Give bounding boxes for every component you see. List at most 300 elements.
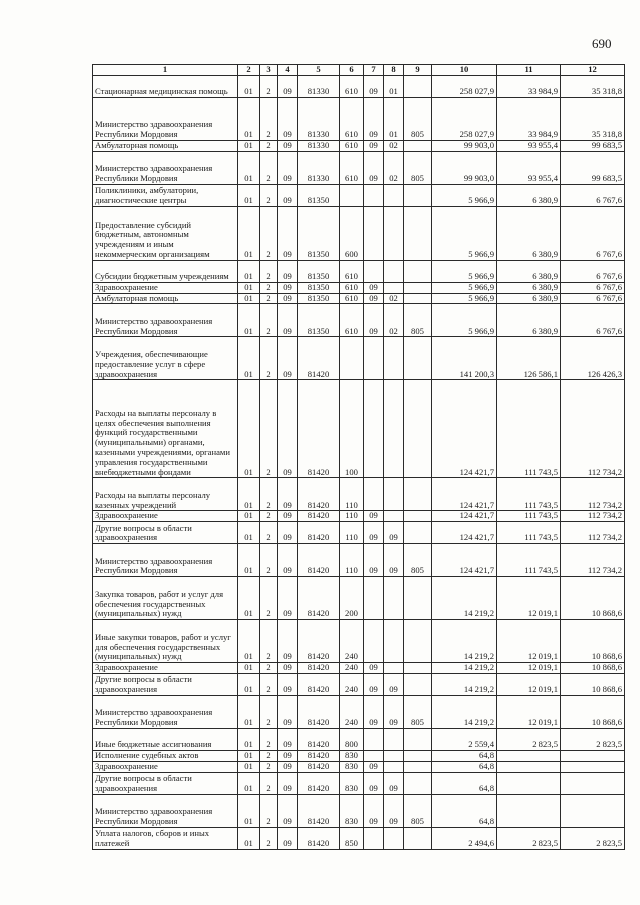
code-2-cell: 2 — [260, 522, 278, 544]
code-2-cell: 2 — [260, 260, 278, 282]
amount-col-12-cell: 6 767,6 — [561, 184, 625, 206]
code-2-cell: 2 — [260, 620, 278, 663]
target-code-cell: 81420 — [298, 544, 340, 577]
target-code-cell: 81420 — [298, 511, 340, 522]
code-1-cell: 01 — [238, 380, 260, 478]
subsection-cell: 01 — [384, 98, 404, 141]
amount-col-10-cell: 2 559,4 — [432, 728, 497, 750]
subsection-cell: 09 — [384, 794, 404, 827]
expense-type-cell: 240 — [340, 695, 364, 728]
expense-type-cell: 110 — [340, 522, 364, 544]
amount-col-11-cell: 6 380,9 — [497, 260, 561, 282]
department-cell: 805 — [404, 304, 432, 337]
code-3-cell: 09 — [278, 673, 298, 695]
code-2-cell: 2 — [260, 544, 278, 577]
section-cell: 09 — [364, 76, 384, 98]
amount-col-11-cell: 12 019,1 — [497, 695, 561, 728]
amount-col-11-cell: 93 955,4 — [497, 151, 561, 184]
amount-col-10-cell: 141 200,3 — [432, 337, 497, 380]
code-1-cell: 01 — [238, 260, 260, 282]
department-cell — [404, 511, 432, 522]
subsection-cell: 01 — [384, 76, 404, 98]
table-row — [93, 184, 625, 206]
subsection-cell: 09 — [384, 673, 404, 695]
section-cell: 09 — [364, 141, 384, 152]
amount-col-12-cell: 6 767,6 — [561, 304, 625, 337]
code-1-cell: 01 — [238, 577, 260, 620]
code-2-cell: 2 — [260, 184, 278, 206]
section-cell — [364, 260, 384, 282]
code-3-cell: 09 — [278, 304, 298, 337]
amount-col-12-cell — [561, 772, 625, 794]
target-code-cell: 81420 — [298, 695, 340, 728]
section-cell — [364, 478, 384, 511]
amount-col-10-cell: 5 966,9 — [432, 293, 497, 304]
amount-col-10-cell: 124 421,7 — [432, 511, 497, 522]
code-3-cell: 09 — [278, 141, 298, 152]
target-code-cell: 81350 — [298, 260, 340, 282]
code-2-cell: 2 — [260, 761, 278, 772]
code-2-cell: 2 — [260, 304, 278, 337]
amount-col-11-cell — [497, 761, 561, 772]
department-cell — [404, 76, 432, 98]
section-cell: 09 — [364, 794, 384, 827]
table-row — [93, 141, 625, 152]
code-2-cell: 2 — [260, 772, 278, 794]
amount-col-12-cell: 35 318,8 — [561, 76, 625, 98]
target-code-cell: 81330 — [298, 141, 340, 152]
amount-col-10-cell: 124 421,7 — [432, 544, 497, 577]
amount-col-12-cell: 2 823,5 — [561, 827, 625, 849]
amount-col-12-cell: 2 823,5 — [561, 728, 625, 750]
row-name-cell: Иные бюджетные ассигнования — [93, 728, 238, 750]
amount-col-11-cell: 12 019,1 — [497, 577, 561, 620]
table-row — [93, 380, 625, 478]
expense-type-cell: 850 — [340, 827, 364, 849]
code-1-cell: 01 — [238, 750, 260, 761]
subsection-cell — [384, 827, 404, 849]
target-code-cell: 81420 — [298, 620, 340, 663]
amount-col-11-cell: 126 586,1 — [497, 337, 561, 380]
amount-col-11-cell: 12 019,1 — [497, 673, 561, 695]
amount-col-11-cell: 33 984,9 — [497, 76, 561, 98]
amount-col-12-cell: 112 734,2 — [561, 478, 625, 511]
expense-type-cell: 200 — [340, 577, 364, 620]
expense-type-cell: 800 — [340, 728, 364, 750]
department-cell — [404, 380, 432, 478]
amount-col-11-cell: 111 743,5 — [497, 511, 561, 522]
subsection-cell: 09 — [384, 544, 404, 577]
code-1-cell: 01 — [238, 827, 260, 849]
subsection-cell: 02 — [384, 151, 404, 184]
code-1-cell: 01 — [238, 151, 260, 184]
code-1-cell: 01 — [238, 98, 260, 141]
expense-type-cell: 830 — [340, 761, 364, 772]
code-2-cell: 2 — [260, 98, 278, 141]
amount-col-12-cell: 112 734,2 — [561, 544, 625, 577]
table-row — [93, 478, 625, 511]
code-3-cell: 09 — [278, 98, 298, 141]
amount-col-11-cell: 6 380,9 — [497, 282, 561, 293]
code-1-cell: 01 — [238, 511, 260, 522]
amount-col-10-cell: 5 966,9 — [432, 304, 497, 337]
code-2-cell: 2 — [260, 663, 278, 674]
expense-type-cell: 240 — [340, 663, 364, 674]
table-row — [93, 522, 625, 544]
department-cell — [404, 761, 432, 772]
code-3-cell: 09 — [278, 478, 298, 511]
column-header: 6 — [340, 65, 364, 76]
expense-type-cell: 240 — [340, 620, 364, 663]
amount-col-10-cell: 64,8 — [432, 750, 497, 761]
row-name-cell: Расходы на выплаты персоналу в целях обеспечения выполнения функций государственными (муниципальными) органами, казенными учреждениями, органами управления государственными внебюджетными фондами — [93, 380, 238, 478]
amount-col-11-cell — [497, 794, 561, 827]
subsection-cell: 02 — [384, 141, 404, 152]
code-3-cell: 09 — [278, 151, 298, 184]
row-name-cell: Учреждения, обеспечивающие предоставление услуг в сфере здравоохранения — [93, 337, 238, 380]
expense-type-cell: 110 — [340, 511, 364, 522]
code-3-cell: 09 — [278, 577, 298, 620]
target-code-cell: 81420 — [298, 728, 340, 750]
table-row — [93, 772, 625, 794]
amount-col-12-cell: 10 868,6 — [561, 673, 625, 695]
code-2-cell: 2 — [260, 151, 278, 184]
amount-col-11-cell: 111 743,5 — [497, 544, 561, 577]
row-name-cell: Субсидии бюджетным учреждениям — [93, 260, 238, 282]
table-row — [93, 293, 625, 304]
row-name-cell: Исполнение судебных актов — [93, 750, 238, 761]
amount-col-12-cell: 6 767,6 — [561, 293, 625, 304]
target-code-cell: 81420 — [298, 761, 340, 772]
code-2-cell: 2 — [260, 337, 278, 380]
amount-col-12-cell: 126 426,3 — [561, 337, 625, 380]
target-code-cell: 81420 — [298, 380, 340, 478]
amount-col-11-cell: 2 823,5 — [497, 728, 561, 750]
target-code-cell: 81420 — [298, 750, 340, 761]
amount-col-12-cell: 10 868,6 — [561, 663, 625, 674]
expense-type-cell: 610 — [340, 260, 364, 282]
row-name-cell: Здравоохранение — [93, 761, 238, 772]
code-3-cell: 09 — [278, 380, 298, 478]
amount-col-11-cell: 111 743,5 — [497, 522, 561, 544]
target-code-cell: 81350 — [298, 304, 340, 337]
subsection-cell — [384, 663, 404, 674]
code-1-cell: 01 — [238, 293, 260, 304]
expense-type-cell: 610 — [340, 282, 364, 293]
subsection-cell — [384, 750, 404, 761]
code-1-cell: 01 — [238, 141, 260, 152]
amount-col-11-cell — [497, 750, 561, 761]
department-cell: 805 — [404, 151, 432, 184]
code-3-cell: 09 — [278, 260, 298, 282]
amount-col-11-cell: 12 019,1 — [497, 663, 561, 674]
table-row — [93, 260, 625, 282]
row-name-cell: Другие вопросы в области здравоохранения — [93, 772, 238, 794]
section-cell: 09 — [364, 761, 384, 772]
row-name-cell: Министерство здравоохранения Республики Мордовия — [93, 695, 238, 728]
department-cell — [404, 827, 432, 849]
row-name-cell: Расходы на выплаты персоналу казенных учреждений — [93, 478, 238, 511]
column-header: 1 — [93, 65, 238, 76]
amount-col-10-cell: 124 421,7 — [432, 522, 497, 544]
amount-col-10-cell: 124 421,7 — [432, 380, 497, 478]
subsection-cell — [384, 206, 404, 260]
department-cell — [404, 260, 432, 282]
column-header: 4 — [278, 65, 298, 76]
row-name-cell: Иные закупки товаров, работ и услуг для обеспечения государственных (муниципальных) нужд — [93, 620, 238, 663]
code-1-cell: 01 — [238, 772, 260, 794]
amount-col-10-cell: 5 966,9 — [432, 184, 497, 206]
row-name-cell: Амбулаторная помощь — [93, 141, 238, 152]
amount-col-11-cell: 33 984,9 — [497, 98, 561, 141]
expense-type-cell: 610 — [340, 141, 364, 152]
amount-col-10-cell: 258 027,9 — [432, 98, 497, 141]
target-code-cell: 81330 — [298, 151, 340, 184]
expense-type-cell — [340, 184, 364, 206]
column-header: 3 — [260, 65, 278, 76]
section-cell: 09 — [364, 293, 384, 304]
department-cell — [404, 337, 432, 380]
code-2-cell: 2 — [260, 511, 278, 522]
table-row — [93, 544, 625, 577]
code-1-cell: 01 — [238, 206, 260, 260]
table-row — [93, 511, 625, 522]
table-header-row — [93, 65, 625, 76]
amount-col-10-cell: 2 494,6 — [432, 827, 497, 849]
subsection-cell — [384, 260, 404, 282]
table-row — [93, 663, 625, 674]
row-name-cell: Предоставление субсидий бюджетным, автономным учреждениям и иным некоммерческим организациям — [93, 206, 238, 260]
code-3-cell: 09 — [278, 827, 298, 849]
amount-col-10-cell: 14 219,2 — [432, 663, 497, 674]
target-code-cell: 81420 — [298, 663, 340, 674]
code-1-cell: 01 — [238, 728, 260, 750]
subsection-cell: 09 — [384, 695, 404, 728]
amount-col-12-cell: 6 767,6 — [561, 206, 625, 260]
table-row — [93, 151, 625, 184]
amount-col-12-cell: 112 734,2 — [561, 380, 625, 478]
column-header: 11 — [497, 65, 561, 76]
code-2-cell: 2 — [260, 728, 278, 750]
section-cell: 09 — [364, 522, 384, 544]
code-1-cell: 01 — [238, 794, 260, 827]
department-cell — [404, 728, 432, 750]
amount-col-10-cell: 14 219,2 — [432, 577, 497, 620]
amount-col-10-cell: 5 966,9 — [432, 260, 497, 282]
section-cell — [364, 750, 384, 761]
amount-col-10-cell: 64,8 — [432, 794, 497, 827]
code-3-cell: 09 — [278, 184, 298, 206]
department-cell: 805 — [404, 98, 432, 141]
amount-col-10-cell: 64,8 — [432, 761, 497, 772]
table-row — [93, 577, 625, 620]
amount-col-10-cell: 64,8 — [432, 772, 497, 794]
table-row — [93, 282, 625, 293]
table-row — [93, 673, 625, 695]
expense-type-cell: 830 — [340, 750, 364, 761]
code-3-cell: 09 — [278, 728, 298, 750]
amount-col-10-cell: 14 219,2 — [432, 620, 497, 663]
table-row — [93, 337, 625, 380]
amount-col-10-cell: 258 027,9 — [432, 76, 497, 98]
amount-col-12-cell — [561, 761, 625, 772]
code-1-cell: 01 — [238, 761, 260, 772]
department-cell — [404, 663, 432, 674]
amount-col-11-cell: 6 380,9 — [497, 304, 561, 337]
section-cell: 09 — [364, 673, 384, 695]
row-name-cell: Министерство здравоохранения Республики Мордовия — [93, 304, 238, 337]
section-cell: 09 — [364, 304, 384, 337]
code-3-cell: 09 — [278, 663, 298, 674]
target-code-cell: 81420 — [298, 577, 340, 620]
expense-type-cell: 110 — [340, 544, 364, 577]
department-cell — [404, 577, 432, 620]
amount-col-10-cell: 14 219,2 — [432, 673, 497, 695]
target-code-cell: 81420 — [298, 794, 340, 827]
row-name-cell: Уплата налогов, сборов и иных платежей — [93, 827, 238, 849]
table-row — [93, 98, 625, 141]
code-2-cell: 2 — [260, 380, 278, 478]
table-row — [93, 794, 625, 827]
column-header: 5 — [298, 65, 340, 76]
code-3-cell: 09 — [278, 772, 298, 794]
budget-table — [92, 64, 625, 850]
column-header: 10 — [432, 65, 497, 76]
table-row — [93, 620, 625, 663]
row-name-cell: Поликлиники, амбулатории, диагностические центры — [93, 184, 238, 206]
table-row — [93, 695, 625, 728]
section-cell — [364, 827, 384, 849]
amount-col-12-cell: 10 868,6 — [561, 620, 625, 663]
target-code-cell: 81420 — [298, 522, 340, 544]
table-row — [93, 76, 625, 98]
code-3-cell: 09 — [278, 695, 298, 728]
code-3-cell: 09 — [278, 544, 298, 577]
amount-col-12-cell: 35 318,8 — [561, 98, 625, 141]
row-name-cell: Здравоохранение — [93, 511, 238, 522]
code-3-cell: 09 — [278, 337, 298, 380]
target-code-cell: 81350 — [298, 293, 340, 304]
code-2-cell: 2 — [260, 695, 278, 728]
expense-type-cell: 240 — [340, 673, 364, 695]
amount-col-12-cell — [561, 794, 625, 827]
target-code-cell: 81330 — [298, 76, 340, 98]
column-header: 2 — [238, 65, 260, 76]
amount-col-12-cell: 6 767,6 — [561, 282, 625, 293]
code-3-cell: 09 — [278, 522, 298, 544]
code-3-cell: 09 — [278, 620, 298, 663]
section-cell: 09 — [364, 282, 384, 293]
amount-col-12-cell: 99 683,5 — [561, 141, 625, 152]
department-cell: 805 — [404, 794, 432, 827]
amount-col-12-cell: 10 868,6 — [561, 577, 625, 620]
expense-type-cell: 610 — [340, 293, 364, 304]
expense-type-cell: 830 — [340, 794, 364, 827]
expense-type-cell: 600 — [340, 206, 364, 260]
subsection-cell — [384, 478, 404, 511]
row-name-cell: Стационарная медицинская помощь — [93, 76, 238, 98]
row-name-cell: Здравоохранение — [93, 663, 238, 674]
section-cell: 09 — [364, 544, 384, 577]
amount-col-12-cell — [561, 750, 625, 761]
row-name-cell: Здравоохранение — [93, 282, 238, 293]
amount-col-11-cell: 111 743,5 — [497, 478, 561, 511]
department-cell — [404, 750, 432, 761]
code-2-cell: 2 — [260, 141, 278, 152]
row-name-cell: Другие вопросы в области здравоохранения — [93, 673, 238, 695]
target-code-cell: 81420 — [298, 827, 340, 849]
code-2-cell: 2 — [260, 282, 278, 293]
table-body — [93, 76, 625, 850]
department-cell: 805 — [404, 695, 432, 728]
code-3-cell: 09 — [278, 293, 298, 304]
row-name-cell: Министерство здравоохранения Республики Мордовия — [93, 544, 238, 577]
code-2-cell: 2 — [260, 577, 278, 620]
row-name-cell: Амбулаторная помощь — [93, 293, 238, 304]
section-cell — [364, 337, 384, 380]
target-code-cell: 81350 — [298, 206, 340, 260]
section-cell: 09 — [364, 772, 384, 794]
subsection-cell — [384, 184, 404, 206]
amount-col-12-cell: 99 683,5 — [561, 151, 625, 184]
code-1-cell: 01 — [238, 337, 260, 380]
section-cell: 09 — [364, 511, 384, 522]
subsection-cell: 02 — [384, 293, 404, 304]
department-cell — [404, 282, 432, 293]
department-cell — [404, 141, 432, 152]
subsection-cell — [384, 761, 404, 772]
expense-type-cell: 100 — [340, 380, 364, 478]
section-cell — [364, 728, 384, 750]
page-number: 690 — [592, 36, 612, 51]
expense-type-cell: 830 — [340, 772, 364, 794]
department-cell — [404, 184, 432, 206]
section-cell — [364, 577, 384, 620]
subsection-cell: 02 — [384, 304, 404, 337]
row-name-cell: Министерство здравоохранения Республики Мордовия — [93, 151, 238, 184]
column-header: 7 — [364, 65, 384, 76]
amount-col-11-cell: 6 380,9 — [497, 206, 561, 260]
code-2-cell: 2 — [260, 794, 278, 827]
subsection-cell — [384, 511, 404, 522]
column-header: 8 — [384, 65, 404, 76]
amount-col-10-cell: 99 903,0 — [432, 151, 497, 184]
code-1-cell: 01 — [238, 663, 260, 674]
target-code-cell: 81420 — [298, 673, 340, 695]
table-row — [93, 206, 625, 260]
section-cell: 09 — [364, 151, 384, 184]
amount-col-10-cell: 5 966,9 — [432, 282, 497, 293]
code-3-cell: 09 — [278, 282, 298, 293]
code-3-cell: 09 — [278, 206, 298, 260]
amount-col-12-cell: 6 767,6 — [561, 260, 625, 282]
code-2-cell: 2 — [260, 673, 278, 695]
subsection-cell: 09 — [384, 772, 404, 794]
department-cell — [404, 620, 432, 663]
table-row — [93, 761, 625, 772]
code-2-cell: 2 — [260, 827, 278, 849]
subsection-cell — [384, 282, 404, 293]
code-3-cell: 09 — [278, 794, 298, 827]
code-1-cell: 01 — [238, 620, 260, 663]
target-code-cell: 81420 — [298, 337, 340, 380]
code-3-cell: 09 — [278, 761, 298, 772]
table-row — [93, 728, 625, 750]
expense-type-cell: 610 — [340, 76, 364, 98]
amount-col-11-cell: 2 823,5 — [497, 827, 561, 849]
code-1-cell: 01 — [238, 76, 260, 98]
target-code-cell: 81350 — [298, 282, 340, 293]
